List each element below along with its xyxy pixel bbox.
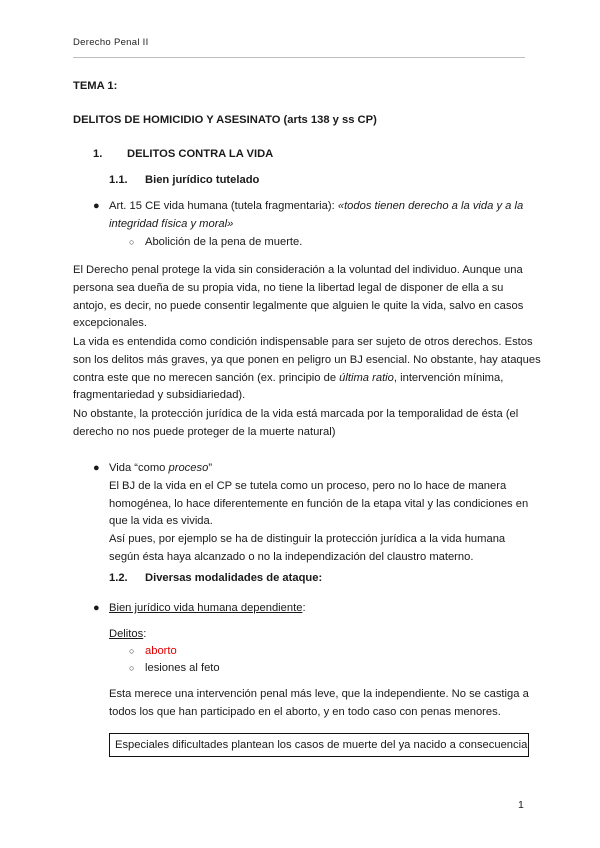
ultima-ratio-italic: última ratio [339, 371, 394, 384]
subsection-1-2-number: 1.2. [109, 572, 128, 584]
subsection-1-1-title: Bien jurídico tutelado [145, 174, 260, 186]
para2-text: contra este que no merecen sanción (ex. principio de [73, 371, 340, 384]
bullet-dot-icon: ● [93, 462, 100, 474]
art15-quote-2: integridad física y moral» [109, 218, 234, 230]
paragraph-3-line: derecho no nos puede proteger de la muerte natural) [73, 425, 336, 438]
abolicion-item: Abolición de la pena de muerte. [145, 236, 303, 248]
sub-bullet-circle-icon: ○ [129, 237, 135, 247]
bullet-dot-icon: ● [93, 602, 100, 614]
paragraph-4-line: todos los que han participado en el aborto, y en todo caso con penas menores. [109, 705, 501, 718]
paragraph-2-line: La vida es entendida como condición indispensable para ser sujeto de otros derechos. Estos [73, 336, 533, 348]
boxed-note: Especiales dificultades plantean los casos de muerte del ya nacido a consecuencia [109, 733, 529, 757]
paragraph-1-line: excepcionales. [73, 317, 148, 330]
proceso-bullet [109, 460, 529, 567]
proceso-line: El BJ de la vida en el CP se tutela como un proceso, pero no lo hace de manera [109, 479, 507, 492]
tema-label: TEMA 1: [73, 80, 118, 92]
para2-text: , intervención mínima, [393, 371, 504, 384]
delito-aborto: aborto [145, 645, 177, 657]
section-1-title: DELITOS CONTRA LA VIDA [127, 148, 274, 160]
art15-quote-2-line [109, 216, 233, 234]
paragraph-1 [73, 262, 529, 333]
proceso-line: Así pues, por ejemplo se ha de distinguir la protección jurídica a la vida humana [109, 533, 506, 546]
subsection-1-2-title: Diversas modalidades de ataque: [145, 572, 323, 584]
proceso-line: que la vida es vivida. [109, 515, 213, 528]
paragraph-1-line: El Derecho penal protege la vida sin consideración a la voluntad del individuo. Aunque una [73, 264, 523, 276]
paragraph-2 [73, 334, 541, 405]
paragraph-4 [109, 686, 529, 722]
paragraph-2-line: fragmentariedad y subsidiariedad). [73, 389, 246, 402]
delito-lesiones-feto: lesiones al feto [145, 662, 220, 674]
dependiente-label: Bien jurídico vida humana dependiente [109, 602, 303, 614]
paragraph-2-line: son los delitos más graves, ya que ponen en peligro un BJ esencial. No obstante, hay ataques [73, 353, 541, 366]
bullet-dot-icon: ● [93, 200, 100, 212]
delitos-label: Delitos [109, 628, 144, 640]
main-title: DELITOS DE HOMICIDIO Y ASESINATO (arts 138 y ss CP) [73, 114, 377, 126]
sub-bullet-circle-icon: ○ [129, 646, 135, 656]
paragraph-3-line: No obstante, la protección jurídica de la vida está marcada por la temporalidad de ésta (el [73, 408, 519, 420]
section-1-number: 1. [93, 148, 103, 160]
paragraph-1-line: antojo, es decir, no puede consentir legalmente que alguien le quite la vida, salvo en casos [73, 299, 524, 312]
proceso-label [109, 460, 529, 478]
paragraph-4-line: Esta merece una intervención penal más leve, que la independiente. No se castiga a [109, 688, 529, 700]
paragraph-2-line-3 [73, 370, 529, 388]
proceso-italic: proceso [168, 462, 209, 474]
dependiente-colon: : [302, 602, 306, 614]
dependiente-label-line [109, 600, 306, 618]
delitos-colon: : [143, 628, 147, 640]
page-number: 1 [518, 799, 524, 811]
proceso-label-text: Vida “como [109, 462, 169, 474]
art15-lead: Art. 15 CE vida humana (tutela fragmentaria): [109, 200, 338, 212]
header-divider [73, 57, 525, 58]
proceso-label-text: ” [208, 462, 213, 474]
proceso-line: según ésta haya alcanzado o no la independización del claustro materno. [109, 550, 474, 563]
paragraph-3 [73, 406, 529, 442]
running-header: Derecho Penal II [73, 37, 149, 48]
paragraph-1-line: persona sea dueña de su propia vida, no tiene la libertad legal de disponer de ella a su [73, 281, 504, 294]
subsection-1-1-number: 1.1. [109, 174, 128, 186]
proceso-line: homogénea, lo hace diferentemente en función de la etapa vital y las condiciones en [109, 497, 529, 510]
art15-quote-1: «todos tienen derecho a la vida y a la [337, 200, 524, 212]
delitos-label-line [109, 626, 146, 644]
art15-line [109, 198, 529, 216]
sub-bullet-circle-icon: ○ [129, 663, 135, 673]
